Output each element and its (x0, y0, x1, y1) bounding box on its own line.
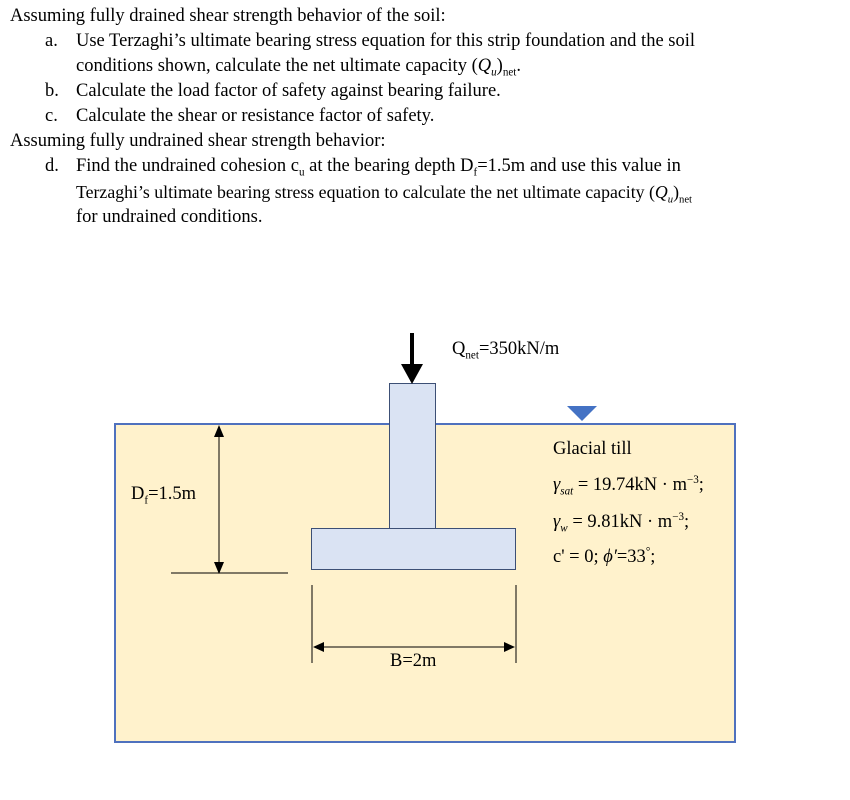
item-d-marker: d. (45, 156, 59, 176)
depth-label: $D_f=1.5m$ (131, 484, 197, 507)
width-label: B=2m (390, 651, 437, 671)
item-a-line2: conditions shown, calculate the net ultimate capacity $(Q_u)_{net}$. (76, 56, 522, 79)
item-c-text: Calculate the shear or resistance factor of safety. (76, 106, 435, 126)
intro-drained: Assuming fully drained shear strength behavior of the soil: (10, 6, 446, 26)
item-d-line1: Find the undrained cohesion $c_u$ at the bearing depth $D_f=1.5m$ and use this value in (76, 156, 681, 179)
load-label: $Q_{net}=350kN/m$ (452, 339, 560, 362)
load-arrow (401, 333, 423, 384)
item-a-line1: Use Terzaghi’s ultimate bearing stress equation for this strip foundation and the soil (76, 31, 696, 51)
soil-name: Glacial till (553, 439, 632, 459)
water-table-marker (567, 406, 597, 421)
item-d-line3: for undrained conditions. (76, 207, 263, 227)
strength-params: c' = 0; ϕ′=33°; (553, 545, 656, 567)
intro-undrained: Assuming fully undrained shear strength behavior: (10, 131, 386, 151)
item-c-marker: c. (45, 106, 58, 126)
gamma-w: $\gamma_w = 9.81kN \cdot m^{-3}$; (553, 510, 690, 535)
item-a-marker: a. (45, 31, 58, 51)
gamma-sat: $\gamma_{sat} = 19.74kN \cdot m^{-3}$; (553, 473, 704, 498)
item-d-line2: Terzaghi’s ultimate bearing stress equation to calculate the net ultimate capacity $(Q_u)_{net}$ (76, 182, 693, 206)
item-b-text: Calculate the load factor of safety against bearing failure. (76, 81, 501, 101)
item-b-marker: b. (45, 81, 59, 101)
